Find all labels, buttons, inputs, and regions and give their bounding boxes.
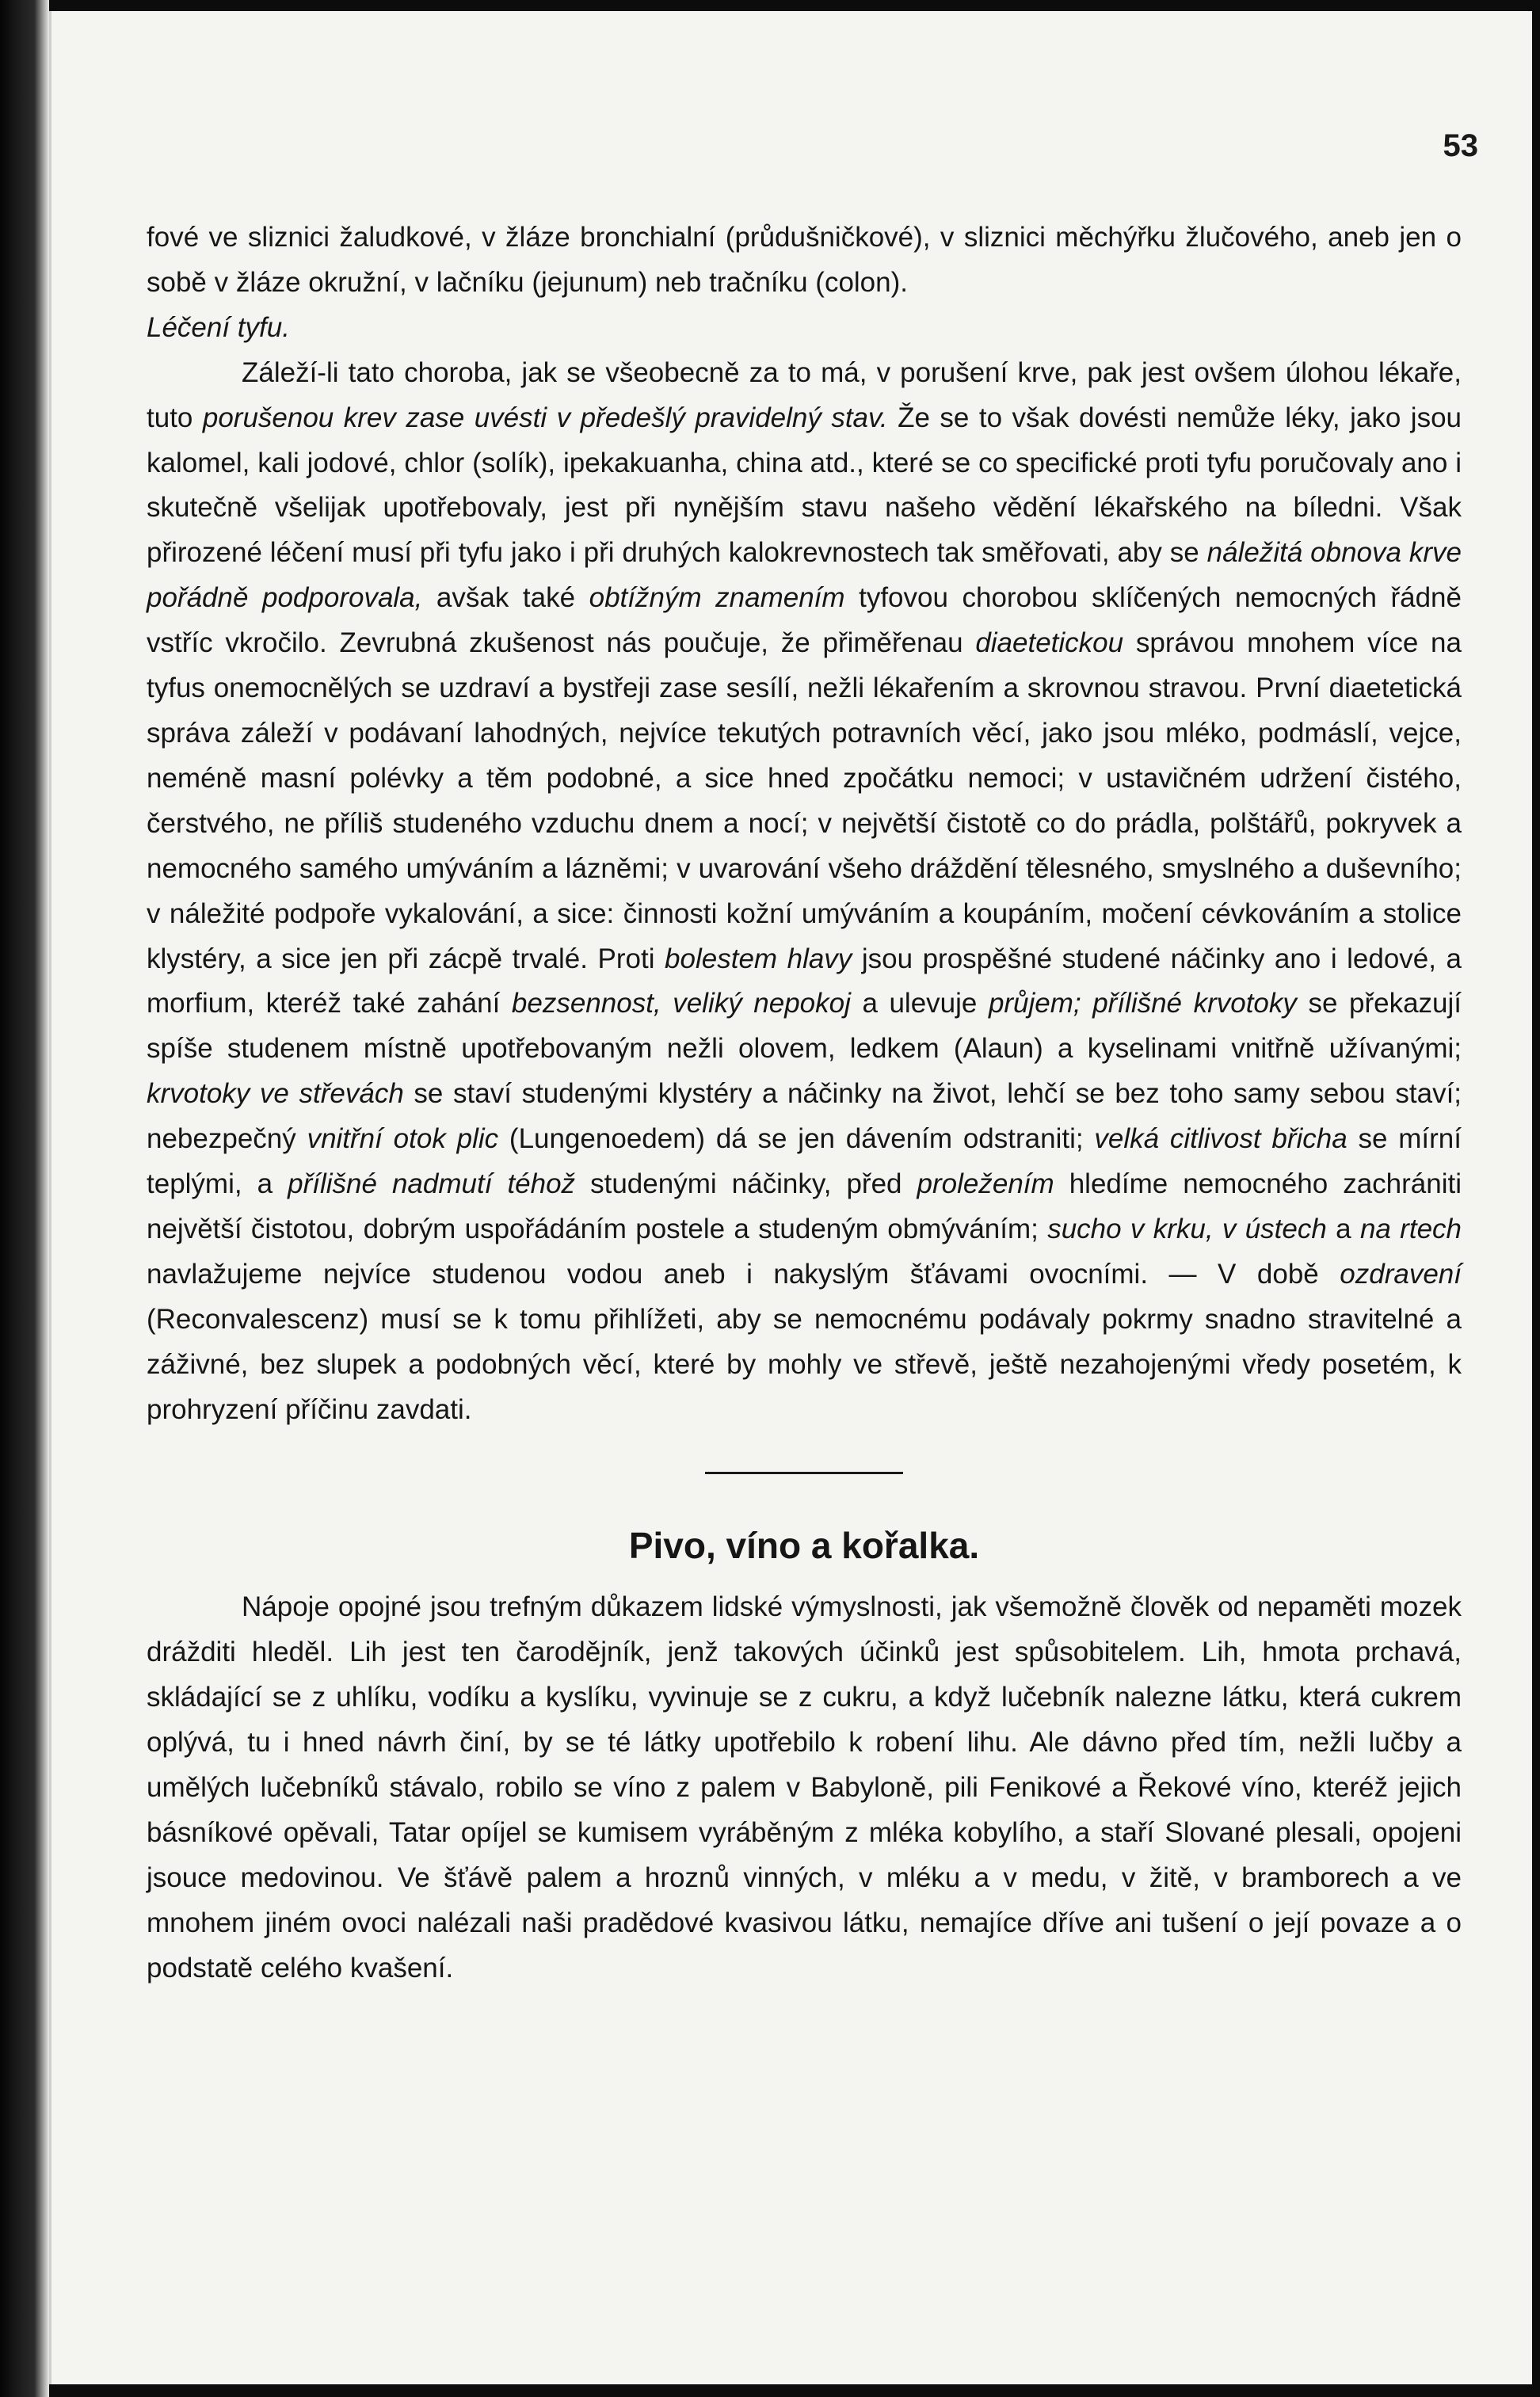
section-title: Pivo, víno a kořalka. — [628, 1525, 980, 1567]
book-page — [49, 11, 1532, 2384]
paragraph-typhus-organs: fové ve sliznici žaludkové, v žláze bronchialní (průdušničkové), v sliznici měchýřku žlučového, aneb jen o sobě v žláze okružní, v lačníku (jejunum) neb tračníku (colon). — [147, 222, 1462, 298]
page-number: 53 — [1443, 128, 1478, 163]
book-spine-shadow — [0, 0, 49, 2397]
page-content — [147, 215, 1462, 1991]
paragraph-intoxicating-drinks: Nápoje opojné jsou trefným důkazem lidské výmyslnosti, jak všemožně člověk od nepaměti mozek drážditi hleděl. Lih jest ten čarodějník, jenž takových účinků jest spůsobitelem. Lih, hmota prchavá, skládající se z uhlíku, vodíku a kyslíku, vyvinuje se z cukru, a když lučebník nalezne látku, která cukrem oplývá, tu i hned návrh činí, by se té látky upotřebilo k robení lihu. Ale dávno před tím, nežli lučby a umělých lučebníků stávalo, robilo se víno z palem v Babyloně, pili Fenikové a Řekové víno, kteréž jejich básníkové opěvali, Tatar opíjel se kumisem vyráběným z mléka kobylího, a staří Slované plesali, opojeni jsouce medovinou. Ve šťávě palem a hroznů vinných, v mléku a v medu, v žitě, v bramborech a ve mnohem jiném ovoci nalézali naši pradědové kvasivou látku, nemajíce dříve ani tušení o její povaze a o podstatě celého kvašení. — [147, 1591, 1462, 1984]
sub-heading-treatment: Léčení tyfu. — [147, 311, 290, 343]
paragraph-treatment: Záleží-li tato choroba, jak se všeobecně za to má, v porušení krve, pak jest ovšem úlohou lékaře, tuto porušenou krev zase uvésti v předešlý pravidelný stav. Že se to však dovésti nemůže léky, jako jsou kalomel, kali jodové, chlor (solík), ipekakuanha, china atd., které se co specifické proti tyfu poručovaly ano i skutečně všelijak upotřebovaly, jest při nynějším stavu našeho vědění lékařského na bíledni. Však přirozené léčení musí při tyfu jako i při druhých kalokrevnostech tak směřovati, aby se náležitá obnova krve pořádně podporovala, avšak také obtížným znamením tyfovou chorobou sklíčených nemocných řádně vstříc vkročilo. Zevrubná zkušenost nás poučuje, že přiměřenau diaetetickou správou mnohem více na tyfus onemocnělých se uzdraví a bystřeji zase sesílí, nežli lékařením a skrovnou stravou. První diaetetická správa záleží v podávaní lahodných, nejvíce tekutých potravních věcí, jako jsou mléko, podmáslí, vejce, neméně masní polévky a těm podobné, a sice hned zpočátku nemoci; v ustavičném udržení čistého, čerstvého, ne příliš studeného vzduchu dnem a nocí; v největší čistotě co do prádla, polštářů, pokryvek a nemocného samého umýváním a lázněmi; v uvarování všeho dráždění tělesného, smyslného a duševního; v náležité podpoře vykalování, a sice: činnosti kožní umýváním a koupáním, močení cévkováním a stolice klystéry, a sice jen při zácpě trvalé. Proti bolestem hlavy jsou prospěšné studené náčinky ano i ledové, a morfium, kteréž také zahání bezsennost, veliký nepokoj a ulevuje průjem; přílišné krvotoky se překazují spíše studenem místně upotřebovaným nežli olovem, ledkem (Alaun) a kyselinami vnitřně užívanými; krvotoky ve střevách se staví studenými klystéry a náčinky na život, lehčí se bez toho samy sebou staví; nebezpečný vnitřní otok plic (Lungenoedem) dá se jen dávením odstraniti; velká citlivost břicha se mírní teplými, a přílišné nadmutí téhož studenými náčinky, před proležením hledíme nemocného zachrániti největší čistotou, dobrým uspořádáním postele a studeným obmýváním; sucho v krku, v ústech a na rtech navlažujeme nejvíce studenou vodou aneb i nakyslým šťávami ovocními. — V době ozdravení (Reconvalescenz) musí se k tomu přihlížeti, aby se nemocnému podávaly pokrmy snadno stravitelné a záživné, bez slupek a podobných věcí, které by mohly ve střevě, ještě nezahojenými vředy posetém, k prohryzení příčinu zavdati. — [147, 356, 1462, 1425]
section-divider — [705, 1472, 903, 1474]
